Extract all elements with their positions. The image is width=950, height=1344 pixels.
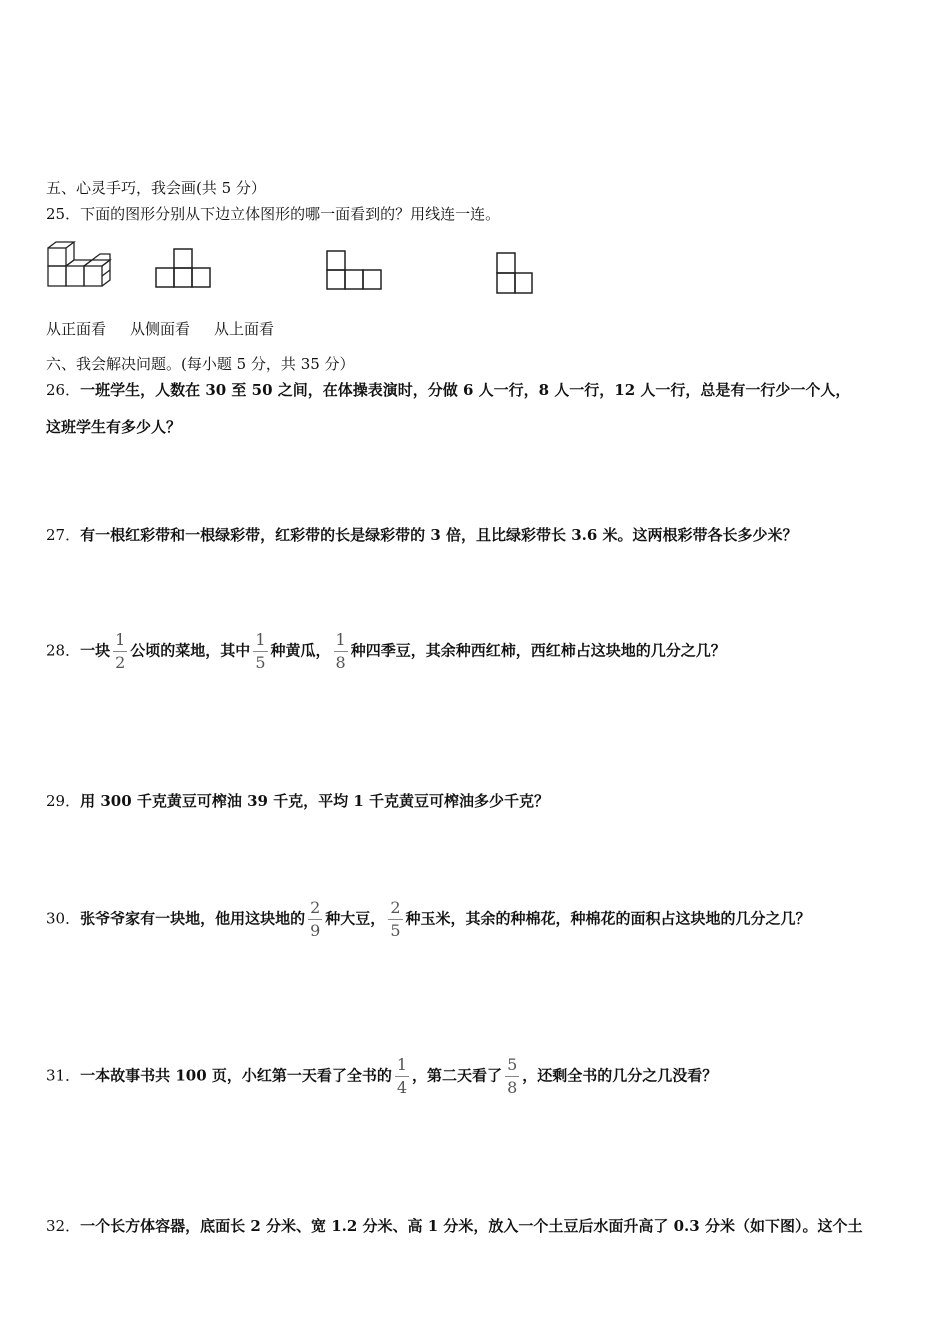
view-labels bbox=[46, 318, 298, 339]
question-number: 31． bbox=[46, 1066, 81, 1085]
question-text: ，还剩全书的几分之几没看？ bbox=[522, 1066, 718, 1085]
question-26-line-2: 这班学生有多少人？ bbox=[46, 418, 182, 436]
view-label-side: 从侧面看 bbox=[130, 320, 191, 338]
question-text: 一个长方体容器，底面长 2 分米、宽 1.2 分米、高 1 分米，放入一个土豆后水面升高了 0.3 分米（如下图）。这个土 bbox=[80, 1217, 863, 1235]
view-shape-1 bbox=[154, 246, 212, 290]
question-32 bbox=[46, 1215, 862, 1236]
question-text: ，第二天看了 bbox=[412, 1066, 503, 1085]
question-29 bbox=[46, 790, 549, 811]
question-text: 有一根红彩带和一根绿彩带，红彩带的长是绿彩带的 3 倍，且比绿彩带长 3.6 米。这两根彩带各长多少米？ bbox=[80, 526, 798, 544]
fraction: $\frac{1}{2}$ bbox=[115, 630, 126, 672]
question-text: 种四季豆，其余种西红柿，西红柿占这块地的几分之几？ bbox=[350, 641, 726, 660]
question-text: 公顷的菜地，其中 bbox=[130, 641, 251, 660]
fraction: $\frac{2}{9}$ bbox=[310, 898, 321, 940]
question-number: 25． bbox=[46, 205, 81, 223]
question-26 bbox=[46, 379, 850, 400]
question-number: 26． bbox=[46, 381, 81, 399]
question-text: 种大豆， bbox=[325, 909, 386, 928]
question-30 bbox=[46, 900, 811, 939]
view-label-top: 从上面看 bbox=[214, 320, 275, 338]
question-text: 一本故事书共 100 页，小红第一天看了全书的 bbox=[80, 1066, 392, 1085]
fraction: $\frac{2}{5}$ bbox=[390, 898, 401, 940]
question-number: 29． bbox=[46, 792, 81, 810]
question-number: 30． bbox=[46, 909, 81, 928]
question-number: 32． bbox=[46, 1217, 81, 1235]
question-text: 下面的图形分别从下边立体图形的哪一面看到的？用线连一连。 bbox=[80, 205, 501, 223]
section-6-heading: 六、我会解决问题。(每小题 5 分，共 35 分） bbox=[46, 355, 355, 373]
view-shape-3 bbox=[494, 250, 536, 296]
question-text: 种黄瓜， bbox=[270, 641, 331, 660]
question-text: 一班学生，人数在 30 至 50 之间，在体操表演时，分做 6 人一行，8 人一行，12 人一行，总是有一行少一个人， bbox=[80, 381, 851, 399]
view-label-front: 从正面看 bbox=[46, 320, 107, 338]
question-25 bbox=[46, 203, 500, 224]
view-shape-2 bbox=[325, 248, 383, 292]
question-number: 28． bbox=[46, 641, 81, 660]
section-5-heading: 五、心灵手巧，我会画(共 5 分） bbox=[46, 179, 266, 197]
question-number: 27． bbox=[46, 526, 81, 544]
question-31 bbox=[46, 1057, 717, 1096]
cube-stack-figure bbox=[46, 240, 118, 290]
fraction: $\frac{1}{5}$ bbox=[255, 630, 266, 672]
question-text: 种玉米，其余的种棉花，种棉花的面积占这块地的几分之几？ bbox=[405, 909, 811, 928]
fraction: $\frac{1}{8}$ bbox=[335, 630, 346, 672]
question-27 bbox=[46, 524, 798, 545]
fraction: $\frac{1}{4}$ bbox=[396, 1055, 408, 1097]
fraction: $\frac{5}{8}$ bbox=[507, 1055, 518, 1097]
question-28 bbox=[46, 632, 726, 671]
question-text: 用 300 千克黄豆可榨油 39 千克，平均 1 千克黄豆可榨油多少千克？ bbox=[80, 792, 550, 810]
question-text: 张爷爷家有一块地，他用这块地的 bbox=[80, 909, 306, 928]
question-text: 一块 bbox=[80, 641, 111, 660]
